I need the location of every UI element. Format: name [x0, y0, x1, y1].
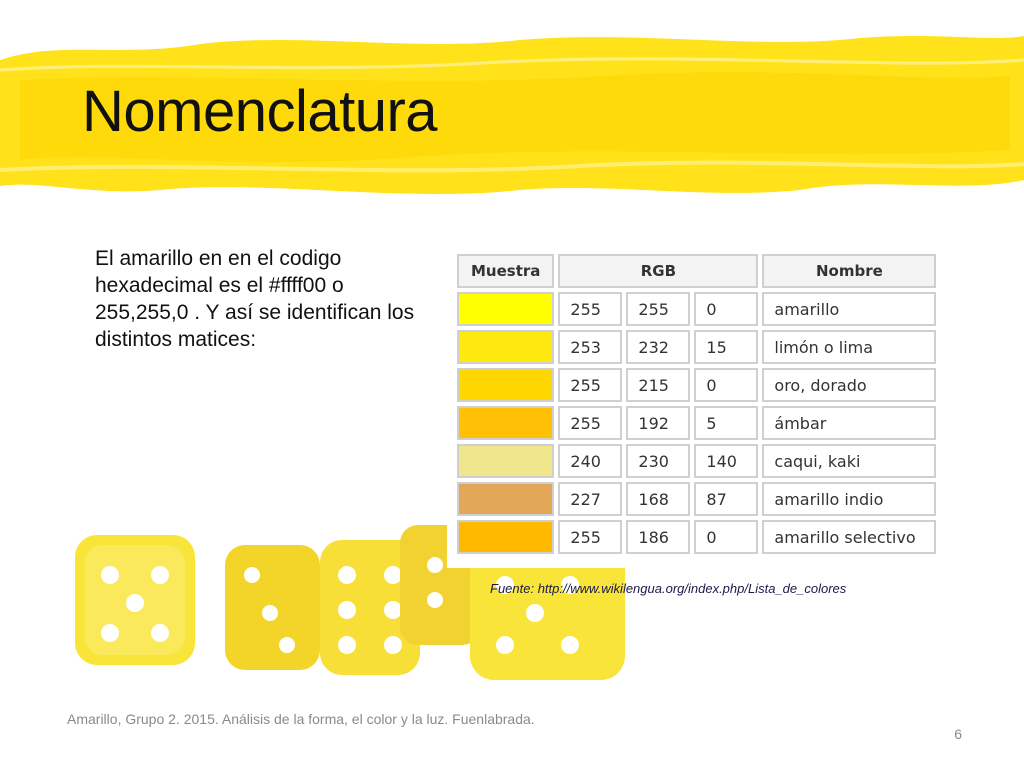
color-name: oro, dorado [762, 368, 936, 402]
color-swatch [457, 444, 554, 478]
color-swatch [457, 406, 554, 440]
color-swatch [457, 520, 554, 554]
rgb-blue-value: 0 [694, 368, 758, 402]
table-body [457, 292, 936, 554]
rgb-blue-value: 0 [694, 520, 758, 554]
rgb-green-value: 215 [626, 368, 690, 402]
rgb-green-value: 230 [626, 444, 690, 478]
rgb-red-value: 227 [558, 482, 622, 516]
body-paragraph: El amarillo en en el codigo hexadecimal es el #ffff00 o 255,255,0 . Y así se identifican los distintos matices: [95, 247, 415, 351]
rgb-green-value: 168 [626, 482, 690, 516]
color-swatch [457, 482, 554, 516]
rgb-green-value: 232 [626, 330, 690, 364]
color-name: limón o lima [762, 330, 936, 364]
rgb-blue-value: 87 [694, 482, 758, 516]
table-row [457, 406, 936, 440]
color-name: caqui, kaki [762, 444, 936, 478]
rgb-red-value: 255 [558, 406, 622, 440]
rgb-red-value: 253 [558, 330, 622, 364]
table-row [457, 444, 936, 478]
rgb-green-value: 186 [626, 520, 690, 554]
color-swatch [457, 330, 554, 364]
table-header-row [457, 254, 936, 288]
rgb-blue-value: 140 [694, 444, 758, 478]
color-name: ámbar [762, 406, 936, 440]
color-name: amarillo selectivo [762, 520, 936, 554]
slide-title: Nomenclatura [82, 79, 438, 144]
rgb-green-value: 255 [626, 292, 690, 326]
rgb-green-value: 192 [626, 406, 690, 440]
table-row [457, 482, 936, 516]
source-citation: Fuente: http://www.wikilengua.org/index.php/Lista_de_colores [490, 581, 847, 596]
die-1 [75, 535, 195, 665]
rgb-blue-value: 5 [694, 406, 758, 440]
color-table-image [447, 250, 941, 568]
color-swatch [457, 368, 554, 402]
header-sample: Muestra [457, 254, 554, 288]
die-2 [225, 545, 320, 670]
table-row [457, 368, 936, 402]
color-name: amarillo indio [762, 482, 936, 516]
table-row [457, 330, 936, 364]
color-swatch [457, 292, 554, 326]
table-row [457, 292, 936, 326]
rgb-red-value: 255 [558, 292, 622, 326]
color-table [453, 250, 940, 558]
header-name: Nombre [762, 254, 936, 288]
header-rgb: RGB [558, 254, 758, 288]
color-name: amarillo [762, 292, 936, 326]
footer-text: Amarillo, Grupo 2. 2015. Análisis de la forma, el color y la luz. Fuenlabrada. [67, 711, 535, 727]
rgb-red-value: 240 [558, 444, 622, 478]
table-row [457, 520, 936, 554]
rgb-red-value: 255 [558, 368, 622, 402]
page-number: 6 [954, 726, 962, 742]
rgb-blue-value: 0 [694, 292, 758, 326]
rgb-red-value: 255 [558, 520, 622, 554]
rgb-blue-value: 15 [694, 330, 758, 364]
